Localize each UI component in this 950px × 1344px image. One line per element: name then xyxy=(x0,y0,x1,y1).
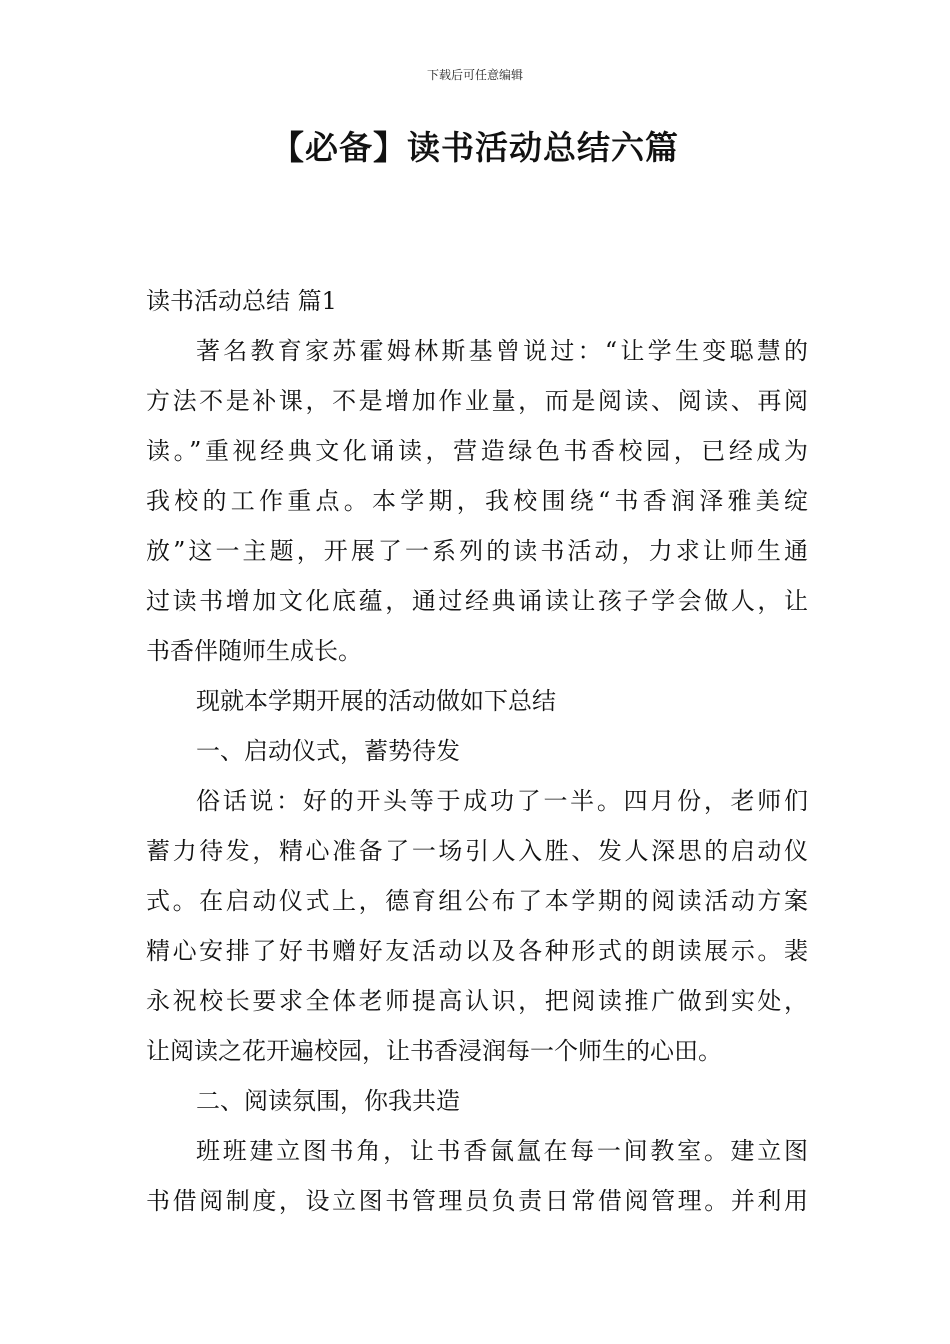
paragraph-line: 著名教育家苏霍姆林斯基曾说过：“让学生变聪慧的 xyxy=(196,337,808,365)
paragraph-line: 方法不是补课，不是增加作业量，而是阅读、阅读、再阅 xyxy=(146,387,808,415)
paragraph-1 xyxy=(146,326,808,676)
paragraph-line: 放”这一主题，开展了一系列的读书活动，力求让师生通 xyxy=(146,537,808,565)
subheading-2: 二、阅读氛围，你我共造 xyxy=(196,1087,460,1115)
paragraph-line: 精心安排了好书赠好友活动以及各种形式的朗读展示。裴 xyxy=(146,937,808,965)
document-title: 【必备】读书活动总结六篇 xyxy=(271,128,679,167)
paragraph-line: 读。”重视经典文化诵读，营造绿色书香校园，已经成为 xyxy=(146,437,808,465)
paragraph-line: 书香伴随师生成长。 xyxy=(146,637,362,665)
paragraph-line: 俗话说：好的开头等于成功了一半。四月份，老师们 xyxy=(196,787,808,815)
paragraph-3 xyxy=(146,776,808,1076)
paragraph-line: 我校的工作重点。本学期，我校围绕“书香润泽雅美绽 xyxy=(146,487,808,515)
paragraph-line: 永祝校长要求全体老师提高认识，把阅读推广做到实处， xyxy=(146,987,808,1015)
subheading-1: 一、启动仪式，蓄势待发 xyxy=(196,737,460,765)
paragraph-line: 过读书增加文化底蕴，通过经典诵读让孩子学会做人，让 xyxy=(146,587,808,615)
document-body xyxy=(146,276,808,1226)
section-heading: 读书活动总结 篇1 xyxy=(146,287,337,315)
paragraph-line: 式。在启动仪式上，德育组公布了本学期的阅读活动方案 xyxy=(146,887,808,915)
paragraph-line: 让阅读之花开遍校园，让书香浸润每一个师生的心田。 xyxy=(146,1037,722,1065)
paragraph-line: 书借阅制度，设立图书管理员负责日常借阅管理。并利用 xyxy=(146,1187,808,1215)
paragraph-line: 班班建立图书角，让书香氤氲在每一间教室。建立图 xyxy=(196,1137,808,1165)
paragraph-line: 蓄力待发，精心准备了一场引人入胜、发人深思的启动仪 xyxy=(146,837,808,865)
paragraph-2: 现就本学期开展的活动做如下总结 xyxy=(196,687,556,715)
paragraph-4 xyxy=(146,1126,808,1226)
header-note: 下载后可任意编辑 xyxy=(426,68,523,82)
